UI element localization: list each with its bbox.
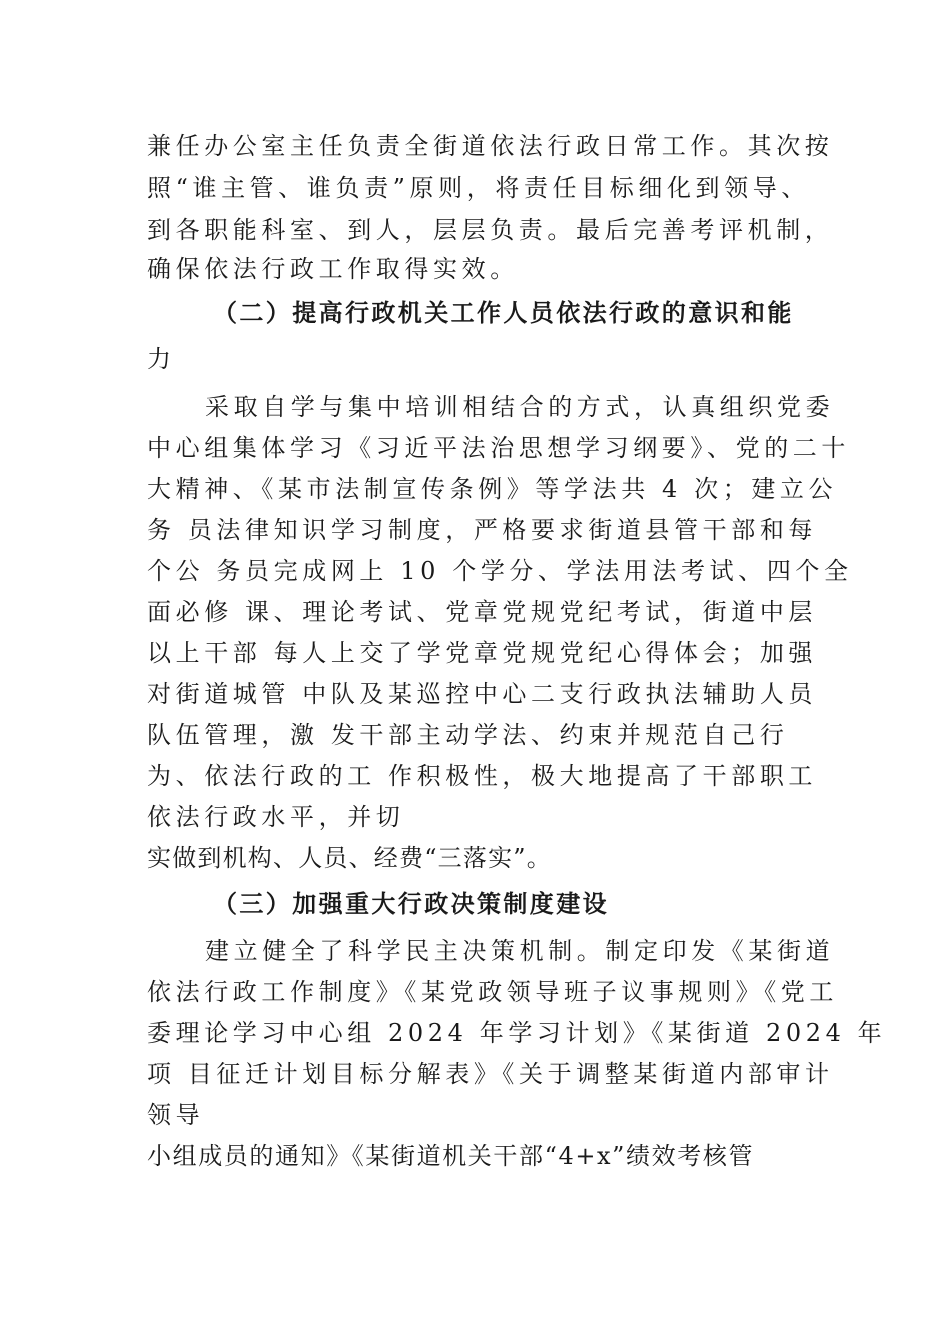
para2-line-5: 个公 务员完成网上 10 个学分、学法用法考试、四个全 — [147, 557, 853, 585]
para2-line-9: 队伍管理，激 发干部主动学法、约束并规范自己行 — [147, 721, 789, 749]
para3-line-2: 依法行政工作制度》《某党政领导班子议事规则》《党工 — [147, 978, 838, 1006]
para3-line-6: 小组成员的通知》《某街道机关干部“4+x”绩效考核管 — [147, 1142, 755, 1170]
para1-line-2: 照“谁主管、谁负责”原则，将责任目标细化到领导、 — [147, 174, 810, 202]
para2-line-6: 面必修 课、理论考试、党章党规党纪考试，街道中层 — [147, 598, 818, 626]
para2-line-4: 务 员法律知识学习制度，严格要求街道县管干部和每 — [147, 516, 818, 544]
para2-line-7: 以上干部 每人上交了学党章党规党纪心得体会；加强 — [147, 639, 818, 667]
para1-line-3: 到各职能科室、到人，层层负责。最后完善考评机制， — [147, 216, 834, 244]
para2-line-2: 中心组集体学习《习近平法治思想学习纲要》、党的二十 — [147, 434, 850, 462]
para3-line-4: 项 目征迁计划目标分解表》《关于调整某街道内部审计 — [147, 1060, 834, 1088]
para2-line-12: 实做到机构、人员、经费“三落实”。 — [147, 844, 552, 872]
para2-line-10: 为、依法行政的工 作积极性，极大地提高了干部职工 — [147, 762, 818, 790]
section-heading-2: （二）提高行政机关工作人员依法行政的意识和能 — [213, 298, 794, 327]
para2-line-1: 采取自学与集中培训相结合的方式，认真组织党委 — [205, 393, 835, 421]
para3-line-1: 建立健全了科学民主决策机制。制定印发《某街道 — [205, 937, 835, 965]
section-heading-2-cont: 力 — [147, 345, 176, 373]
para1-line-4: 确保依法行政工作取得实效。 — [147, 255, 519, 283]
para1-line-1: 兼任办公室主任负责全街道依法行政日常工作。其次按 — [147, 132, 834, 160]
section-heading-3: （三）加强重大行政决策制度建设 — [213, 889, 609, 918]
para3-line-5: 领导 — [147, 1101, 205, 1129]
para2-line-8: 对街道城管 中队及某巡控中心二支行政执法辅助人员 — [147, 680, 818, 708]
para2-line-3: 大精神、《某市法制宣传条例》等学法共 4 次；建立公 — [147, 475, 838, 503]
para2-line-11: 依法行政水平，并切 — [147, 803, 405, 831]
para3-line-3: 委理论学习中心组 2024 年学习计划》《某街道 2024 年 — [147, 1019, 887, 1047]
